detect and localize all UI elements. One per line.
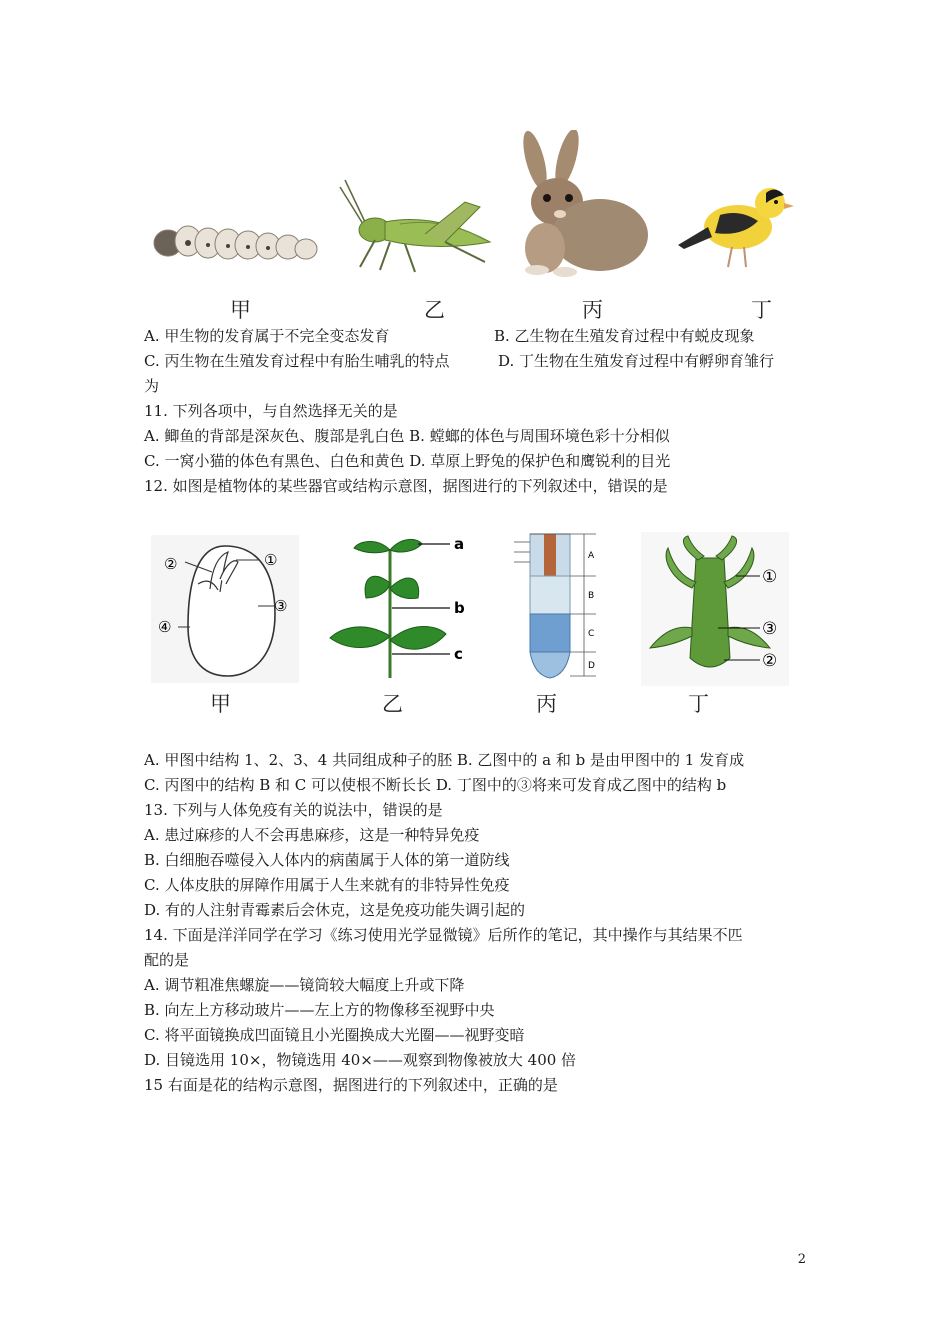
seed-diagram [150,534,300,684]
q14-option-c: C. 将平面镜换成凹面镜且小光圈换成大光圈——视野变暗 [144,1026,525,1044]
q12-stem: 12. 如图是植物体的某些器官或结构示意图，据图进行的下列叙述中，错误的是 [144,477,668,495]
q10-option-b: B. 乙生物在生殖发育过程中有蜕皮现象 [494,327,755,345]
fig2-label-bing: 丙 [536,692,557,716]
bud-mark-1: ① [762,567,778,587]
q14-option-a: A. 调节粗准焦螺旋——镜筒较大幅度上升或下降 [144,976,465,994]
fig2-label-yi: 乙 [382,692,403,716]
fig2-label-jia: 甲 [210,692,231,716]
silkworm-image [148,205,323,280]
q14-option-b: B. 向左上方移动玻片——左上方的物像移至视野中央 [144,1001,495,1019]
bud-mark-2: ② [762,651,778,671]
q10-option-c: C. 丙生物在生殖发育过程中有胎生哺乳的特点 [144,352,450,370]
q12-options-row2: C. 丙图中的结构 B 和 C 可以使根不断长长 D. 丁图中的③将来可发育成乙图中的结构 b [144,776,727,794]
q10-option-d-cont: 为 [144,377,160,395]
root-zone-d: D [588,661,595,671]
page-number: 2 [797,1252,806,1267]
q11-options-row2: C. 一窝小猫的体色有黑色、白色和黄色 D. 草原上野兔的保护色和鹰锐利的目光 [144,452,671,470]
bird-image [670,175,800,275]
root-zone-b: B [588,591,595,601]
fig1-label-bing: 丙 [582,298,603,322]
q14-stem-cont: 配的是 [144,951,190,969]
q13-option-b: B. 白细胞吞噬侵入人体内的病菌属于人体的第一道防线 [144,851,510,869]
q13-option-d: D. 有的人注射青霉素后会休克，这是免疫功能失调引起的 [144,901,526,919]
q14-option-d: D. 目镜选用 10×，物镜选用 40×——观察到物像被放大 400 倍 [144,1051,577,1069]
root-zone-a: A [588,551,595,561]
root-zone-c: C [588,629,595,639]
bud-diagram [640,528,790,688]
shoot-diagram [326,528,476,684]
seed-mark-1: ① [264,551,278,569]
q11-stem: 11. 下列各项中，与自然选择无关的是 [144,402,398,420]
q13-option-a: A. 患过麻疹的人不会再患麻疹，这是一种特异免疫 [144,826,480,844]
bud-mark-3: ③ [762,619,778,639]
fig2-label-ding: 丁 [688,692,709,716]
rabbit-image [505,130,655,278]
shoot-mark-a: a [454,535,465,553]
seed-mark-2: ② [164,555,178,573]
q14-stem: 14. 下面是洋洋同学在学习《练习使用光学显微镜》后所作的笔记，其中操作与其结果不匹 [144,926,743,944]
q11-options-row1: A. 鲫鱼的背部是深灰色、腹部是乳白色 B. 螳螂的体色与周围环境色彩十分相似 [144,427,670,445]
q10-option-a: A. 甲生物的发育属于不完全变态发育 [144,327,390,345]
q10-option-d: D. 丁生物在生殖发育过程中有孵卵育雏行 [498,352,775,370]
q15-stem: 15 右面是花的结构示意图，据图进行的下列叙述中，正确的是 [144,1076,558,1094]
fig1-label-jia: 甲 [230,298,251,322]
fig1-label-yi: 乙 [424,298,445,322]
seed-mark-3: ③ [274,597,288,615]
fig1-label-ding: 丁 [751,298,772,322]
shoot-mark-c: c [454,645,463,663]
seed-mark-4: ④ [158,618,172,636]
grasshopper-image [335,172,495,277]
shoot-mark-b: b [454,599,465,617]
q13-stem: 13. 下列与人体免疫有关的说法中，错误的是 [144,801,443,819]
q13-option-c: C. 人体皮肤的屏障作用属于人生来就有的非特异性免疫 [144,876,510,894]
q12-options-row1: A. 甲图中结构 1、2、3、4 共同组成种子的胚 B. 乙图中的 a 和 b 是由甲图中的 1 发育成 [144,751,745,769]
root-tip-diagram [508,530,608,680]
